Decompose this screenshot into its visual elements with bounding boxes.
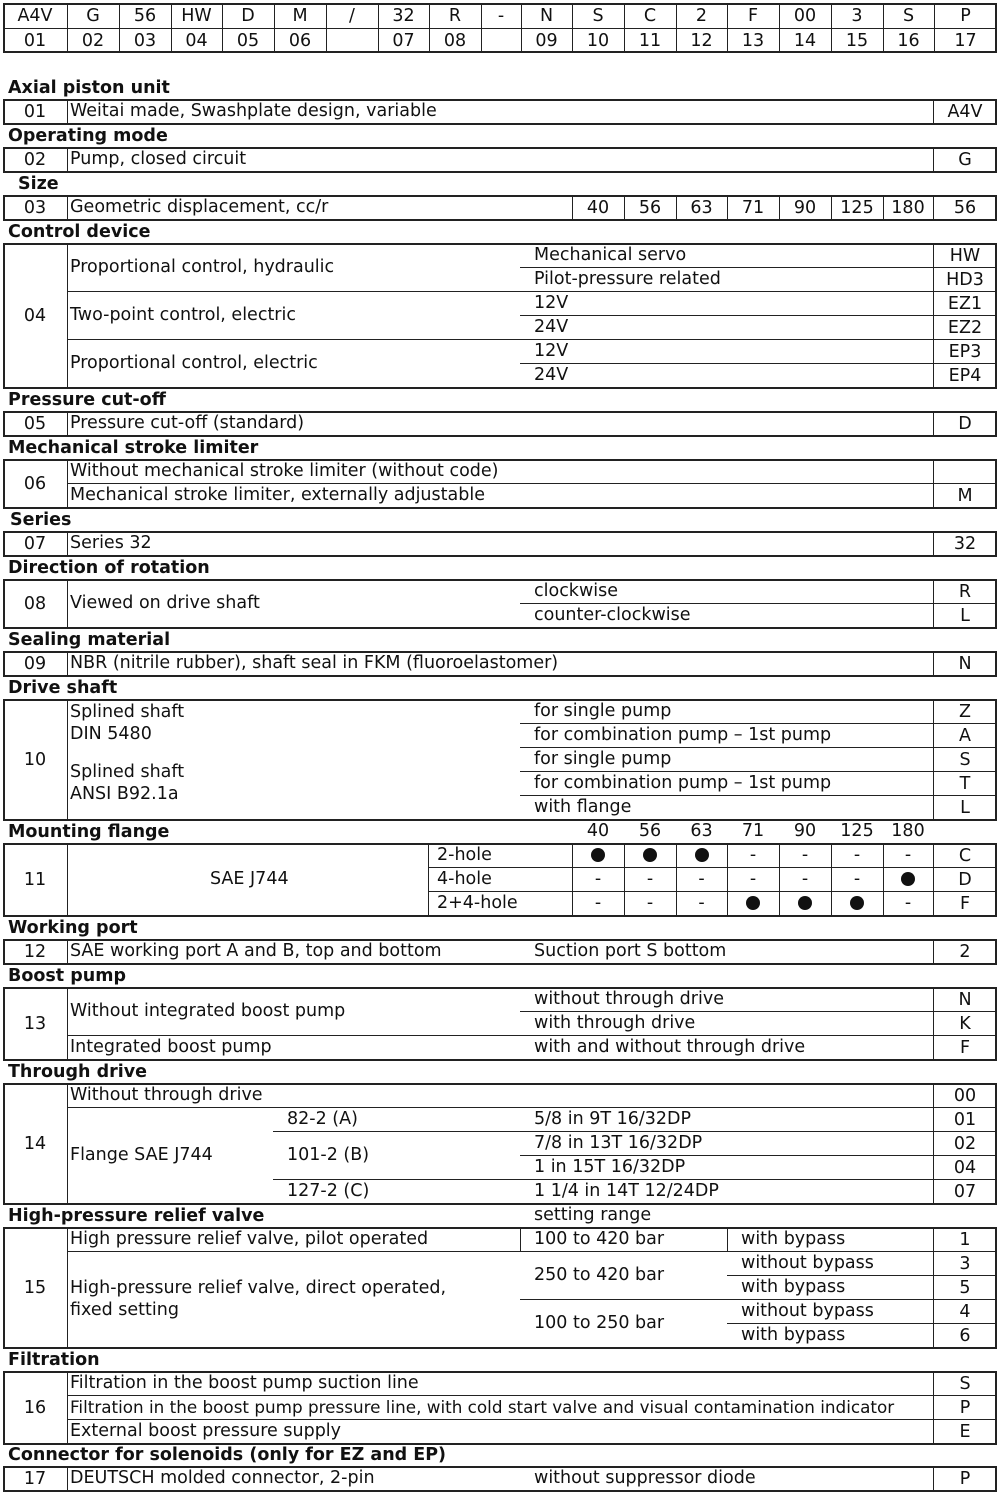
ordering-code-cell: G: [86, 6, 100, 26]
heading-mounting-flange: Mounting flange: [8, 822, 170, 842]
option-code: G: [958, 150, 972, 170]
spline-spec: 7/8 in 13T 16/32DP: [534, 1133, 703, 1153]
position-number: 06: [23, 474, 47, 494]
not-available-dash: -: [801, 869, 809, 889]
bypass-option: without bypass: [741, 1301, 874, 1321]
available-dot: [746, 896, 760, 910]
ordering-position-cell: 12: [690, 31, 713, 51]
group-description: Flange SAE J744: [70, 1145, 213, 1165]
group-description: Two-point control, electric: [70, 305, 296, 325]
size-header-cell: 71: [741, 821, 765, 841]
option-description: without through drive: [534, 989, 724, 1009]
ordering-position-cell: 09: [535, 31, 558, 51]
option-description: NBR (nitrile rubber), shaft seal in FKM (fluoroelastomer): [70, 653, 559, 673]
option-description: without suppressor diode: [534, 1468, 756, 1488]
option-description: DEUTSCH molded connector, 2-pin: [70, 1468, 375, 1488]
ordering-position-cell: 15: [845, 31, 869, 51]
flange-size: 127-2 (C): [287, 1181, 370, 1201]
heading-direction-of-rotation: Direction of rotation: [8, 558, 210, 578]
ordering-position-cell: [326, 29, 378, 53]
option-code: T: [959, 774, 971, 794]
position-number: 15: [23, 1278, 47, 1298]
option-code: F: [959, 894, 971, 914]
size-cell: 56: [638, 198, 662, 218]
size-header-cell: 90: [793, 821, 817, 841]
ordering-position-cell: 07: [392, 31, 415, 51]
option-description: Pressure cut-off (standard): [70, 413, 305, 433]
setting-range-label: setting range: [534, 1205, 652, 1225]
heading-series: Series: [10, 510, 72, 530]
option-code: Z: [959, 702, 971, 722]
option-description: 12V: [534, 293, 569, 313]
not-available-dash: -: [904, 893, 912, 913]
available-dot: [798, 896, 812, 910]
option-description: Weitai made, Swashplate design, variable: [70, 101, 437, 121]
heading-boost-pump: Boost pump: [8, 966, 127, 986]
option-description: SAE J744: [210, 869, 289, 889]
option-code: A4V: [947, 102, 983, 122]
option-code: S: [959, 750, 971, 770]
ordering-code-cell: C: [643, 6, 657, 26]
pressure-range: 100 to 420 bar: [534, 1229, 665, 1249]
not-available-dash: -: [904, 845, 912, 865]
option-code: 2: [959, 942, 971, 962]
group-description: Proportional control, hydraulic: [70, 257, 335, 277]
ordering-code-cell: /: [349, 6, 355, 26]
option-code: 01: [953, 1110, 977, 1130]
not-available-dash: -: [801, 845, 809, 865]
heading-size: Size: [18, 174, 59, 194]
option-description: Geometric displacement, cc/r: [70, 197, 329, 217]
option-code: 04: [953, 1158, 977, 1178]
not-available-dash: -: [646, 869, 654, 889]
option-description: Series 32: [70, 533, 152, 553]
option-code: 56: [953, 198, 977, 218]
option-code: N: [958, 990, 972, 1010]
option-description: 12V: [534, 341, 569, 361]
position-number: 10: [23, 750, 47, 770]
size-header-cell: 63: [690, 821, 713, 841]
option-description: Filtration in the boost pump suction line: [70, 1373, 419, 1393]
ordering-position-cell: 01: [23, 31, 47, 51]
group-description: fixed setting: [70, 1300, 179, 1320]
option-code: 5: [959, 1278, 971, 1298]
heading-filtration: Filtration: [8, 1350, 100, 1370]
heading-operating-mode: Operating mode: [8, 126, 168, 146]
option-code: P: [959, 1469, 971, 1489]
ordering-position-cell: 08: [443, 31, 467, 51]
spline-spec: 1 1/4 in 14T 12/24DP: [534, 1181, 719, 1201]
ordering-position-cell: 02: [81, 31, 105, 51]
ordering-code-cell: M: [292, 6, 308, 26]
group-description: Without integrated boost pump: [70, 1001, 346, 1021]
flange-size: 101-2 (B): [287, 1145, 370, 1165]
option-code: EP4: [948, 366, 982, 386]
option-code: C: [958, 846, 972, 866]
ordering-code-cell: 3: [851, 6, 863, 26]
position-number: 07: [23, 534, 47, 554]
ordering-code-cell: N: [539, 6, 554, 26]
option-description: Mechanical stroke limiter, externally adjustable: [70, 485, 485, 505]
heading-drive-shaft: Drive shaft: [8, 678, 118, 698]
not-available-dash: -: [749, 845, 757, 865]
option-code: L: [960, 606, 970, 626]
heading-connector-for-solenoids: Connector for solenoids (only for EZ and EP): [8, 1445, 447, 1465]
heading-high-pressure-relief-valve: High-pressure relief valve: [8, 1206, 265, 1226]
option-code: 32: [953, 534, 977, 554]
ordering-code-cell: 00: [793, 6, 817, 26]
position-number: 17: [23, 1469, 47, 1489]
option-code: 00: [953, 1086, 977, 1106]
position-number: 14: [23, 1134, 47, 1154]
option-description: with and without through drive: [534, 1037, 806, 1057]
bypass-option: with bypass: [741, 1229, 846, 1249]
not-available-dash: -: [749, 869, 757, 889]
ordering-code-cell: 2: [695, 6, 708, 26]
option-description: External boost pressure supply: [70, 1421, 342, 1441]
option-code: 1: [959, 1230, 971, 1250]
option-code: D: [958, 870, 972, 890]
ordering-position-cell: 04: [185, 31, 208, 51]
not-available-dash: -: [594, 893, 602, 913]
option-code: L: [960, 798, 970, 818]
section-07-box: [3, 531, 997, 557]
group-description: Splined shaft: [70, 702, 185, 722]
heading-pressure-cut-off: Pressure cut-off: [8, 390, 166, 410]
pressure-range: 250 to 420 bar: [534, 1265, 665, 1285]
option-code: EZ1: [947, 294, 983, 314]
available-dot: [695, 848, 709, 862]
heading-control-device: Control device: [8, 222, 151, 242]
heading-working-port: Working port: [8, 918, 138, 938]
option-description: with flange: [534, 797, 632, 817]
heading-through-drive: Through drive: [8, 1062, 148, 1082]
option-description: with through drive: [534, 1013, 696, 1033]
not-available-dash: -: [853, 845, 861, 865]
size-cell: 71: [741, 198, 765, 218]
bypass-option: with bypass: [741, 1277, 846, 1297]
option-code: EZ2: [947, 318, 983, 338]
spline-spec: 5/8 in 9T 16/32DP: [534, 1109, 692, 1129]
option-code: 02: [953, 1134, 977, 1154]
position-number: 09: [23, 654, 47, 674]
option-description: Without through drive: [70, 1085, 263, 1105]
option-description: clockwise: [534, 581, 619, 601]
option-code: P: [959, 1398, 971, 1418]
position-number: 02: [23, 150, 47, 170]
heading-axial-piston-unit: Axial piston unit: [8, 78, 170, 98]
available-dot: [850, 896, 864, 910]
position-number: 13: [23, 1014, 47, 1034]
group-description: Proportional control, electric: [70, 353, 318, 373]
option-description: Viewed on drive shaft: [70, 593, 260, 613]
option-description: 24V: [534, 365, 569, 385]
option-code: N: [958, 654, 972, 674]
flange-size: 82-2 (A): [287, 1109, 358, 1129]
bypass-option: without bypass: [741, 1253, 874, 1273]
option-description: for combination pump – 1st pump: [534, 725, 832, 745]
option-code: K: [959, 1014, 971, 1034]
size-header-cell: 56: [638, 821, 662, 841]
ordering-position-cell: [481, 29, 521, 53]
option-description: Mechanical servo: [534, 245, 687, 265]
option-description: Without mechanical stroke limiter (without code): [70, 461, 499, 481]
available-dot: [591, 848, 605, 862]
option-code: S: [959, 1374, 971, 1394]
flange-hole-option: 2+4-hole: [437, 893, 518, 913]
group-description: Splined shaft: [70, 762, 185, 782]
ordering-position-cell: 03: [133, 31, 157, 51]
ordering-code-cell: F: [747, 6, 759, 26]
option-code: M: [957, 486, 973, 506]
heading-mechanical-stroke-limiter: Mechanical stroke limiter: [8, 438, 259, 458]
option-code: HD3: [946, 270, 984, 290]
size-cell: 180: [891, 198, 925, 218]
flange-hole-option: 2-hole: [437, 845, 492, 865]
not-available-dash: -: [594, 869, 602, 889]
ordering-code-cell: 56: [133, 6, 157, 26]
size-header-cell: 40: [586, 821, 610, 841]
group-description: Integrated boost pump: [70, 1037, 272, 1057]
option-description: Pump, closed circuit: [70, 149, 247, 169]
option-code: EP3: [948, 342, 982, 362]
size-header-cell: 125: [840, 821, 874, 841]
position-number: 01: [23, 102, 47, 122]
group-description: ANSI B92.1a: [70, 784, 179, 804]
ordering-code-cell: R: [448, 6, 462, 26]
ordering-position-cell: 14: [793, 31, 817, 51]
option-code: D: [958, 414, 972, 434]
ordering-position-cell: 10: [586, 31, 610, 51]
size-cell: 90: [793, 198, 817, 218]
size-cell: 40: [586, 198, 610, 218]
not-available-dash: -: [698, 869, 705, 889]
flange-hole-option: 4-hole: [437, 869, 492, 889]
option-code: E: [959, 1422, 971, 1442]
position-number: 12: [23, 942, 47, 962]
ordering-position-cell: 06: [288, 31, 312, 51]
ordering-position-cell: 05: [236, 31, 260, 51]
ordering-code-cell: A4V: [17, 6, 53, 26]
not-available-dash: -: [698, 893, 705, 913]
option-description: counter-clockwise: [534, 605, 691, 625]
option-code: HW: [949, 246, 981, 266]
option-description: for single pump: [534, 701, 672, 721]
position-number: 04: [23, 306, 47, 326]
group-description: DIN 5480: [70, 724, 152, 744]
option-description: High pressure relief valve, pilot operated: [70, 1229, 429, 1249]
ordering-position-cell: 11: [638, 31, 662, 51]
spline-spec: 1 in 15T 16/32DP: [534, 1157, 686, 1177]
option-description: Filtration in the boost pump pressure line, with cold start valve and visual contamination indicator: [70, 1397, 895, 1417]
option-code: 07: [953, 1182, 977, 1202]
position-number: 16: [23, 1398, 47, 1418]
heading-sealing-material: Sealing material: [8, 630, 171, 650]
option-code: 3: [959, 1254, 971, 1274]
ordering-code-cell: S: [592, 6, 604, 26]
ordering-code-cell: 32: [392, 6, 415, 26]
available-dot: [901, 872, 915, 886]
group-description: High-pressure relief valve, direct operated,: [70, 1278, 447, 1298]
pressure-range: 100 to 250 bar: [534, 1313, 665, 1333]
ordering-position-cell: 16: [897, 31, 920, 51]
option-description: 24V: [534, 317, 569, 337]
option-code: A: [959, 726, 971, 746]
option-code: 6: [959, 1326, 971, 1346]
size-header-cell: 180: [891, 821, 925, 841]
not-available-dash: -: [646, 893, 654, 913]
ordering-code-cell: S: [902, 6, 915, 26]
option-description: Suction port S bottom: [534, 941, 727, 961]
ordering-code-cell: D: [241, 6, 255, 26]
position-number: 11: [23, 870, 47, 890]
position-number: 05: [23, 414, 47, 434]
option-code: F: [959, 1038, 971, 1058]
ordering-code-cell: HW: [181, 6, 212, 26]
option-description: for single pump: [534, 749, 672, 769]
bypass-option: with bypass: [741, 1325, 846, 1345]
option-description: for combination pump – 1st pump: [534, 773, 832, 793]
option-description: Pilot-pressure related: [534, 269, 721, 289]
option-description: SAE working port A and B, top and bottom: [70, 941, 442, 961]
available-dot: [643, 848, 657, 862]
ordering-position-cell: 17: [954, 31, 977, 51]
option-code: R: [958, 582, 972, 602]
position-number: 03: [23, 198, 47, 218]
size-cell: 125: [840, 198, 874, 218]
not-available-dash: -: [853, 869, 861, 889]
ordering-code-cell: -: [497, 6, 505, 26]
size-cell: 63: [690, 198, 713, 218]
option-code: 4: [959, 1302, 971, 1322]
position-number: 08: [23, 594, 47, 614]
ordering-position-cell: 13: [741, 31, 765, 51]
ordering-code-cell: P: [960, 6, 971, 26]
